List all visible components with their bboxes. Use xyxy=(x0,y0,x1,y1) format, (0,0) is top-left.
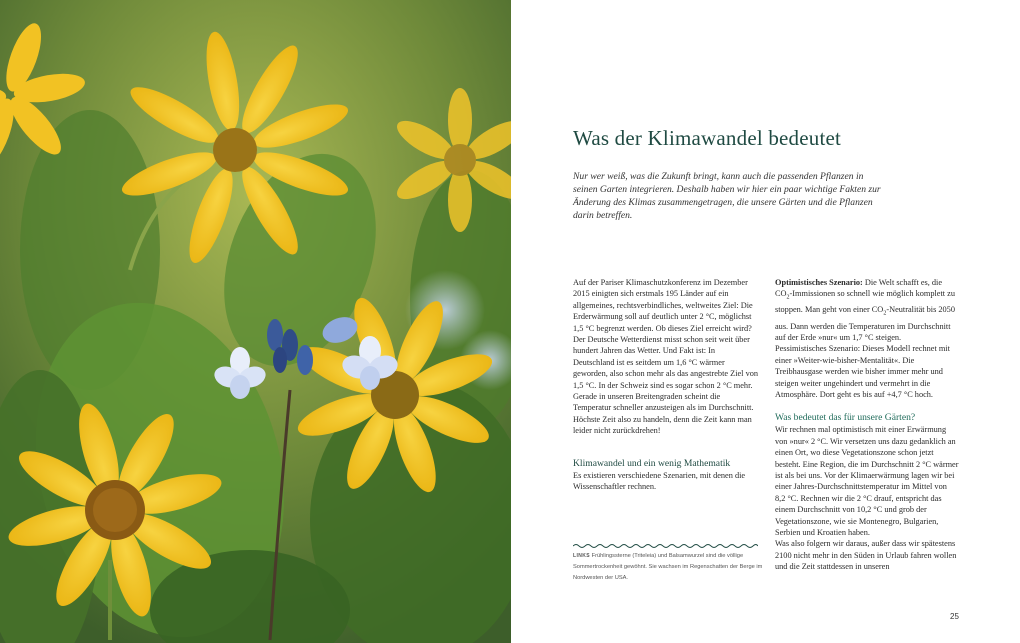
caption-text: Frühlingssterne (Triteleia) und Balsamwurzel sind die völlige Sommertrockenheit gewöhnt. Sie wachsen im Regenschatten der Berge im Nordwesten der USA. xyxy=(573,553,763,581)
gardens-paragraph-1: Wir rechnen mal optimistisch mit einer Erwärmung von »nur« 2 °C. Wir versetzen uns dazu gedanklich an einen Ort, wo diese Vegetationszone schon jetzt besteht. Eine Region, die im Durchschnitt 2 °C wärmer ist als bei uns. Vor der Klimaerwärmung lagen wir bei einer Jahres-Durchschnittstemperatur im Mittel von 8,2 °C. Rechnen wir die 2 °C drauf, entspricht das einem Durchschnitt von 10,2 °C und grob der Vegetationszone, wie sie Montenegro, Bulgarien, Serbien und Kroatien haben. xyxy=(775,425,959,538)
optimistic-lead: Optimistisches Szenario: xyxy=(775,278,863,287)
caption-label: LINKS xyxy=(573,553,590,559)
math-paragraph: Es existieren verschiedene Szenarien, mit denen die Wissenschaftler rechnen. xyxy=(573,470,746,492)
math-subheading: Klimawandel und ein wenig Mathematik xyxy=(573,457,731,469)
optimistic-text-2: -Immissionen so schnell wie möglich komplett zu stoppen. Man geht von einer CO xyxy=(775,289,955,315)
intro-text: Nur wer weiß, was die Zukunft bringt, kann auch die passenden Pflanzen in seinen Garten integrieren. Deshalb haben wir hier ein paar wichtige Fakten zur Änderung des Klimas zusammengetragen, die unsere Gärten und die Pflanzen darin betreffen. xyxy=(573,171,881,221)
optimistic-text-1: Die Welt schafft es, die CO xyxy=(775,278,943,299)
optimistic-scenario xyxy=(775,277,959,343)
optimistic-text-3: -Neutralität bis 2050 aus. Dann werden die Temperaturen im Durchschnitt auf der Erde »nur« um 1,7 °C steigen. xyxy=(775,305,955,342)
gardens-subheading: Was bedeutet das für unsere Gärten? xyxy=(775,412,916,424)
optimistic-sub-2: 2 xyxy=(883,311,887,318)
pessimistic-scenario: Pessimistisches Szenario: Dieses Modell rechnet mit einer »Weiter-wie-bisher-Mentalität«. Die Treibhausgase werden wie bisher immer mehr und steigen weiter ungehindert und vermehrt in die Atmosphäre. Dort geht es bis auf +4,7 °C hoch. xyxy=(775,344,950,399)
gardens-paragraph-2: Was also folgern wir daraus, außer dass wir spätestens 2100 nicht mehr in den Süden in Urlaub fahren wollen und die Zeit stattdessen in unseren xyxy=(775,539,957,572)
left-paragraph: Auf der Pariser Klimaschutzkonferenz im Dezember 2015 einigten sich erstmals 195 Länder auf ein allgemeines, rechtsverbindliches, weltweites Ziel: Die Erderwärmung soll auf deutlich unter 2 °C, möglichst 1,5 °C begrenzt werden. Ob dieses Ziel erreicht wird? Der Deutsche Wetterdienst misst schon seit weit über hundert Jahren das Wetter. Und Fakt ist: In Deutschland ist es seitdem um 1,6 °C wärmer geworden, also schon mehr als das angestrebte Ziel von 1,5 °C. In der Schweiz sind es sogar schon 2 °C mehr. Gerade in unseren Breitengraden scheint die Temperatur schneller anzusteigen als im Durchschnitt. Höchste Zeit also zu handeln, denn die Zeit kann man leider nicht zurückdrehen! xyxy=(573,278,759,436)
photo-caption xyxy=(573,551,763,583)
left-column xyxy=(573,277,758,493)
page-title: Was der Klimawandel bedeutet xyxy=(573,126,842,150)
optimistic-sub-1: 2 xyxy=(786,295,790,302)
right-column xyxy=(775,277,959,573)
text-page xyxy=(511,0,1020,643)
page-number: 25 xyxy=(950,612,959,621)
wave-divider-icon xyxy=(573,543,758,549)
